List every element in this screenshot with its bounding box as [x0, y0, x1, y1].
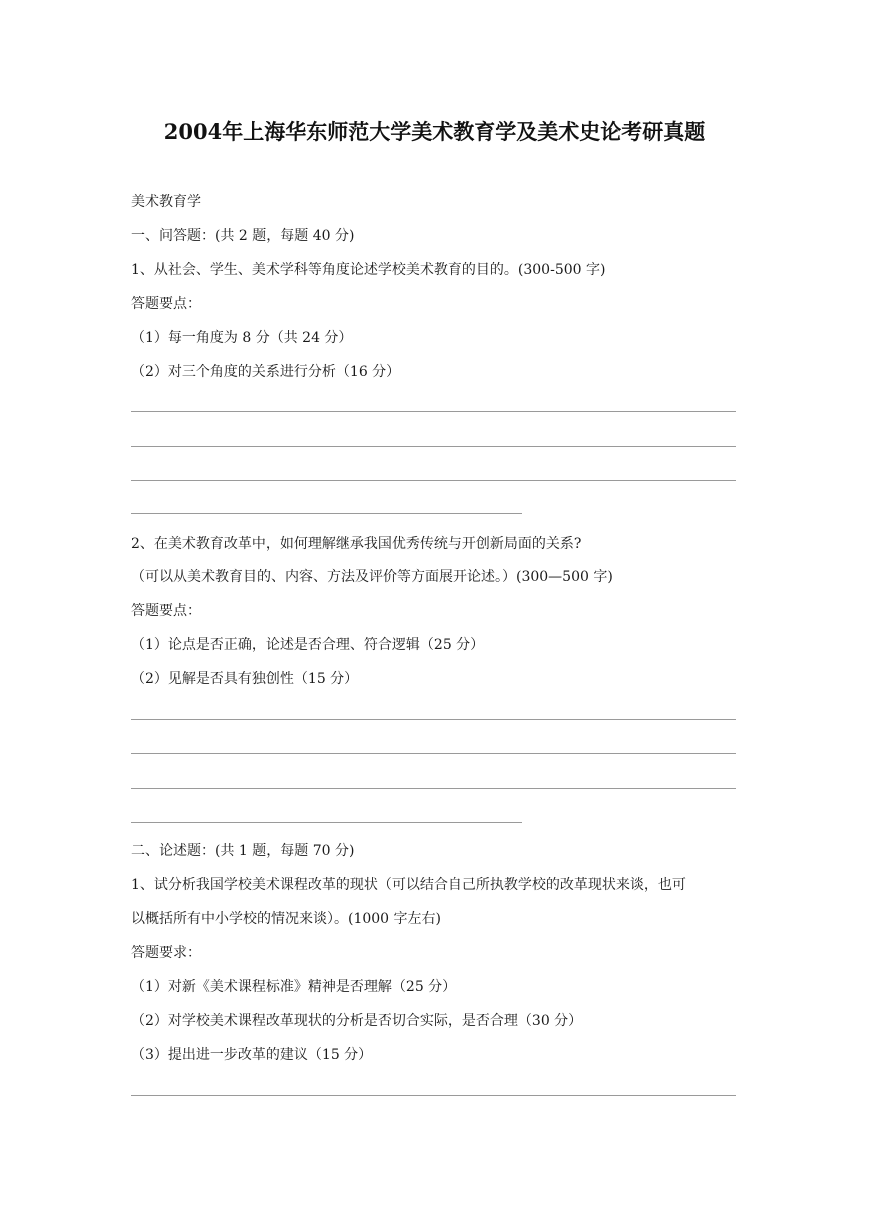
- document-title: 2004年上海华东师范大学美术教育学及美术史论考研真题: [163, 119, 706, 144]
- part1-q1-point-2: （2）对三个角度的关系进行分析（16 分）: [131, 364, 401, 380]
- answer-rule: [131, 753, 736, 754]
- answer-rule: [131, 513, 522, 514]
- part1-q2-question-line2: （可以从美术教育目的、内容、方法及评价等方面展开论述。）(300—500 字): [131, 569, 613, 585]
- part1-q2-point-2: （2）见解是否具有独创性（15 分）: [131, 671, 359, 687]
- answer-rule: [131, 1095, 736, 1096]
- answer-rule: [131, 480, 736, 481]
- part1-q1-question: 1、从社会、学生、美术学科等角度论述学校美术教育的目的。(300-500 字): [131, 262, 606, 278]
- answer-rule: [131, 719, 736, 720]
- part2-q1-point-3: （3）提出进一步改革的建议（15 分）: [131, 1047, 373, 1063]
- answer-rule: [131, 446, 736, 447]
- part1-heading: 一、问答题：(共 2 题，每题 40 分): [131, 228, 355, 244]
- part1-q2-points-label: 答题要点：: [131, 603, 201, 619]
- part2-q1-question-line1: 1、试分析我国学校美术课程改革的现状（可以结合自己所执教学校的改革现状来谈，也可: [131, 877, 686, 893]
- part2-q1-question-line2: 以概括所有中小学校的情况来谈）。(1000 字左右): [131, 911, 442, 927]
- part2-q1-point-2: （2）对学校美术课程改革现状的分析是否切合实际，是否合理（30 分）: [131, 1013, 583, 1029]
- part1-q2-point-1: （1）论点是否正确，论述是否合理、符合逻辑（25 分）: [131, 637, 485, 653]
- part1-q2-question-line1: 2、在美术教育改革中，如何理解继承我国优秀传统与开创新局面的关系?: [131, 536, 582, 552]
- answer-rule: [131, 411, 736, 412]
- part2-q1-points-label: 答题要求：: [131, 945, 201, 961]
- part2-heading: 二、论述题：(共 1 题，每题 70 分): [131, 843, 355, 859]
- section-heading: 美术教育学: [131, 194, 201, 210]
- answer-rule: [131, 822, 522, 823]
- part1-q1-point-1: （1）每一角度为 8 分（共 24 分）: [131, 330, 353, 346]
- part1-q1-points-label: 答题要点：: [131, 296, 201, 312]
- answer-rule: [131, 788, 736, 789]
- part2-q1-point-1: （1）对新《美术课程标准》精神是否理解（25 分）: [131, 979, 457, 995]
